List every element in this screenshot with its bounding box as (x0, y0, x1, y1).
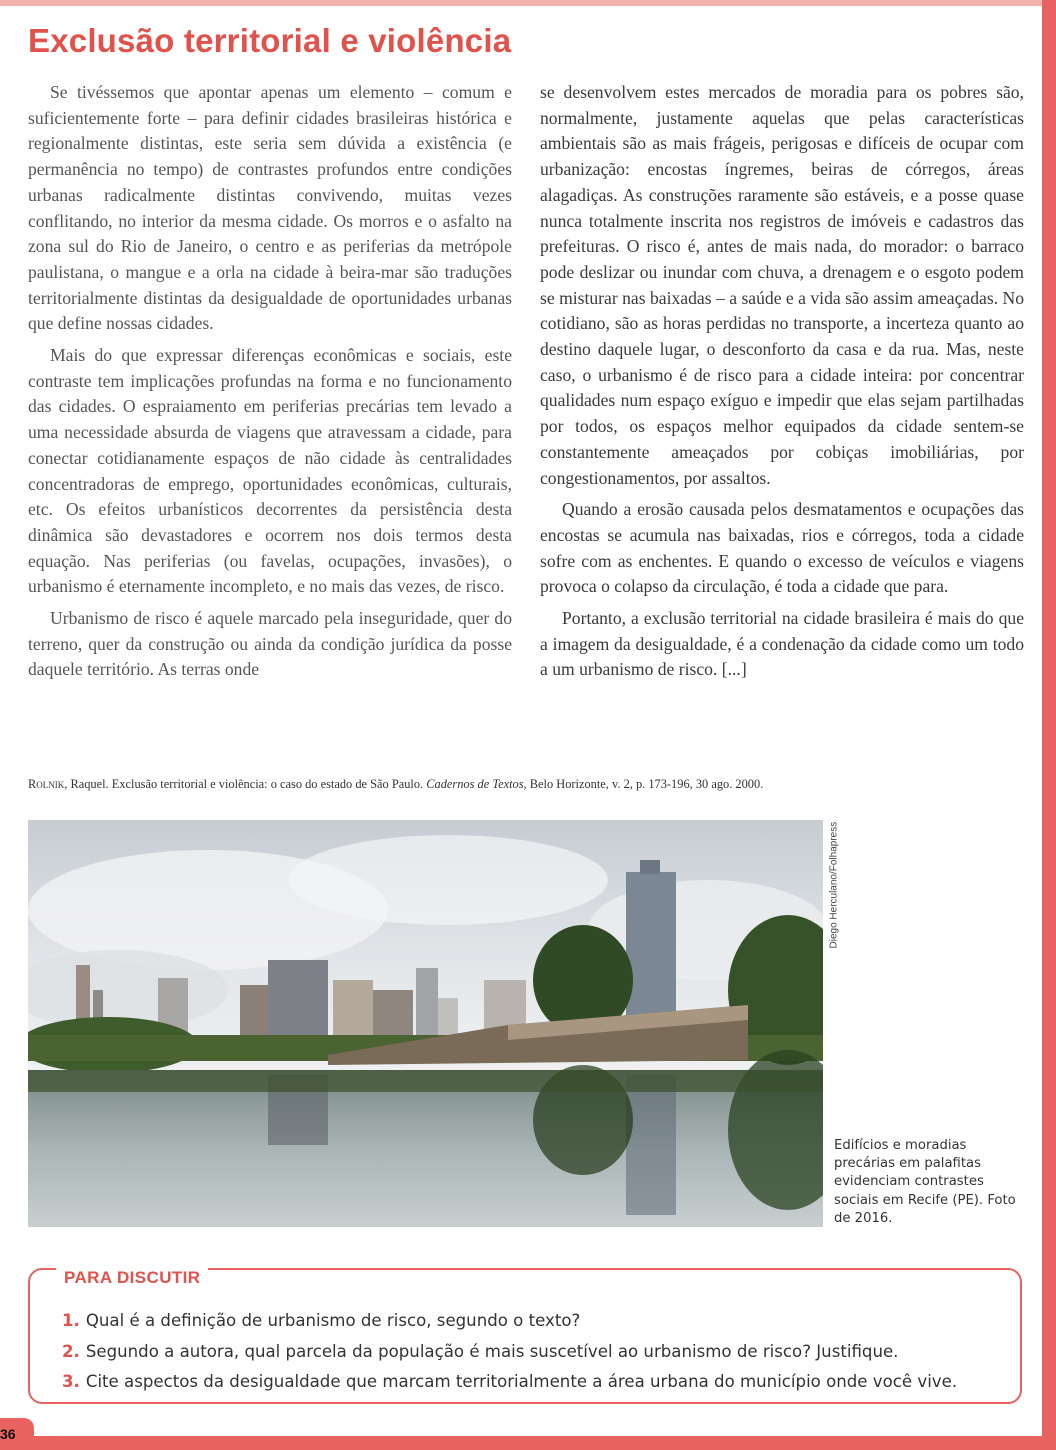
question-item (62, 1367, 1012, 1398)
paragraph: Portanto, a exclusão territorial na cidade brasileira é mais do que a imagem da desigualdade, é a condenação da cidade como um todo a um urbanismo de risco. [...] (540, 608, 1024, 680)
text-column-left (28, 80, 512, 689)
text-column-right (540, 80, 1024, 689)
paragraph: Mais do que expressar diferenças econômicas e sociais, este contraste tem implicações profundas na forma e no funcionamento das cidades. O espraiamento em periferias precárias tem levado a uma necessidade absurda de viagens que atravessam a cidade, para conectar cotidianamente espaços de não cidade às centralidades concentradoras de emprego, oportunidades econômicas, culturais, etc. Os efeitos urbanísticos decorrentes da persistência desta dinâmica são devastadores e ocorrem nos dois termos desta equação. Nas periferias (ou favelas, ocupações, invasões), o urbanismo é eternamente incompleto, e no mais das vezes, de risco. (28, 345, 512, 597)
question-item (62, 1306, 1012, 1337)
citation-author: Rolnik (28, 777, 65, 791)
photo-caption: Edifícios e moradias precárias em palafitas evidenciam contrastes sociais em Recife (PE). Foto de 2016. (834, 1138, 1016, 1226)
question-text: Segundo a autora, qual parcela da população é mais suscetível ao urbanismo de risco? Justifique. (85, 1341, 899, 1361)
citation-details: , Belo Horizonte, v. 2, p. 173-196, 30 ago. 2000. (523, 777, 764, 791)
paragraph: Se tivéssemos que apontar apenas um elemento – comum e suficientemente forte – para definir cidades brasileiras histórica e regionalmente distintas, este seria sem dúvida a existência (e permanência no tempo) de contrastes profundos entre condições urbanas radicalmente distintas convivendo, muitas vezes conflitando, no interior da mesma cidade. Os morros e o asfalto na zona sul do Rio de Janeiro, o centro e as periferias da metrópole paulistana, o mangue e a orla na cidade à beira-mar são traduções territorialmente distintas da desigualdade de oportunidades urbanas que define nossas cidades. (28, 82, 512, 334)
paragraph-continuation: se desenvolvem estes mercados de moradia para os pobres são, normalmente, justamente aquelas que pelas características ambientais são as mais frágeis, perigosas e difíceis de ocupar com urbanização: encostas íngremes, beiras de córregos, áreas alagadiças. As construções raramente são estáveis, e a posse quase nunca totalmente inscrita nos registros de imóveis e cadastros das prefeituras. O risco é, antes de mais nada, do morador: o barraco pode deslizar ou inundar com chuva, a drenagem e o esgoto podem se misturar nas baixadas – a saúde e a vida são assim ameaçadas. No cotidiano, são as horas perdidas no transporte, a incerteza quanto ao destino daquele lugar, o desconforto da casa e da rua. Mas, neste caso, o urbanismo é de risco para a cidade inteira: por concentrar qualidades num espaço exíguo e impedir que elas sejam partilhadas por todos, os espaços melhor equipados da cidade sentem-se constantemente ameaçados por cobiças imobiliárias, por congestionamentos, por assaltos. (540, 82, 1024, 488)
page-title: Exclusão territorial e violência (28, 22, 512, 59)
paragraph: Quando a erosão causada pelos desmatamentos e ocupações das encostas se acumula nas baixadas, rios e córregos, toda a cidade sofre com as enchentes. E quando o excesso de veículos e viagens provoca o colapso da circulação, é toda a cidade que para. (540, 499, 1024, 597)
discussion-questions (62, 1306, 1012, 1398)
top-border (0, 0, 1056, 6)
question-item (62, 1337, 1012, 1368)
bottom-border (0, 1436, 1056, 1450)
question-text: Cite aspectos da desigualdade que marcam territorialmente a área urbana do município onde você vive. (85, 1372, 958, 1391)
citation-journal: Cadernos de Textos (426, 777, 524, 791)
question-number: 1. (62, 1311, 80, 1330)
right-border (1042, 0, 1056, 1440)
discussion-heading: PARA DISCUTIR (56, 1268, 208, 1288)
recife-photo (28, 820, 823, 1227)
question-number: 2. (62, 1341, 80, 1361)
source-citation (28, 777, 1028, 792)
citation-text: , Raquel. Exclusão territorial e violência: o caso do estado de São Paulo. (64, 777, 427, 791)
paragraph: Urbanismo de risco é aquele marcado pela inseguridade, quer do terreno, quer da construção ou ainda da condição jurídica da posse daquele território. As terras onde (28, 608, 512, 680)
page-number: 36 (0, 1426, 16, 1442)
question-number: 3. (62, 1372, 80, 1391)
photo-credit: Diego Herculano/Folhapress (828, 821, 840, 949)
question-text: Qual é a definição de urbanismo de risco, segundo o texto? (85, 1311, 581, 1330)
